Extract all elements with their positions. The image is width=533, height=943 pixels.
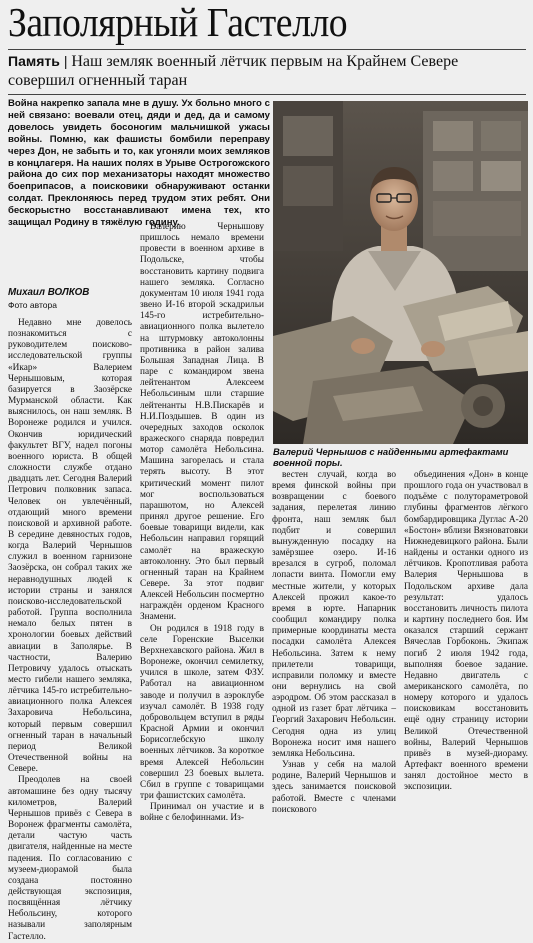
article-column-3 (272, 470, 396, 815)
article-column-1 (8, 318, 132, 942)
author-byline: Михаил ВОЛКОВ (8, 287, 90, 298)
lead-paragraph: Война накрепко запала мне в душу. Ух больно много с ней связано: воевали отец, дяди и дед, да и самому довелось увидеть босоногим мальчишкой ужасы войны. Помню, как фашисты бомбили переправу через Дон, не забыть и то, как угоняли моих земляков в концлагеря. На наших полях в Урыве Острогожского района до сих пор механизаторы находят множество боеприпасов, а поисковики обнаруживают останки солдат. Преклоняюсь перед трудом этих ребят. Они бескорыстно восстанавливают имена тех, кто защищал Родину в тяжёлую годину. (8, 98, 270, 229)
headline-rule (8, 49, 526, 50)
article-photo (273, 101, 528, 444)
paragraph: Он родился в 1918 году в селе Горенские Выселки Верхнехавского района. Жил в Воронеже, окончил семилетку, учился в школе, затем ФЗУ. Работал на авиационном заводе и получил в аэроклубе изучал самолёт. В 1938 году добровольцем вступил в ряды Красной Армии и окончил Борисоглебскую школу военных лётчиков. За короткое время Алексей Небольсин совершил 23 боевых вылета. Сбил в группе с товарищами три фашистских самолёта. (140, 623, 264, 801)
article-column-2 (140, 222, 264, 824)
subhead-text: Наш земляк военный лётчик первым на Крайнем Севере совершил огненный таран (8, 53, 459, 89)
subhead-rule (8, 94, 526, 95)
paragraph: объединения «Дон» в конце прошлого года он участвовал в подъёме с полутораметровой глубины фрагментов лёгкого бомбардировщика Дуглас А-20 «Бостон» вблизи Вязноватовки Нижнедевицкого района. Были найдены и останки одного из лётчиков. Кропотливая работа Валерия Чернышова в Подольском архиве дала результат: удалось восстановить личность пилота и картину последнего боя. Им оказался старший сержант Вячеслав Горбоконь. Экипаж погиб 2 июля 1942 года, выполняя боевое задание. Недавно двигатель с американского самолёта, по номеру которого и удалось поисковикам восстановить ещё одну страницу истории Великой Отечественной войны, Валерий Чернышов привёз в музей-диораму. Артефакт военного времени занял достойное место в экспозиции. (404, 470, 528, 793)
article-column-4 (404, 470, 528, 793)
paragraph: Недавно мне довелось познакомиться с руководителем поисково-исследовательской группы «Икар» Валерием Чернышовым, которая базируется в Заозёрске Мурманской области. Как выяснилось, он наш земляк. В Воронеже родился и учился. Окончив юридический факультет ВГУ, надел погоны военного юриста. В общей сложности службе отдано двадцать лет. Сегодня Валерий Петрович полковник запаса. Человек он увлечённый, отдающий много времени поисковой и архивной работе. В середине девяностых годов, когда Валерий Чернышов служил в военном гарнизоне Заозёрска, он собрал таких же неравнодушных людей к истории страны и занялся поисково-исследовательской работой. Группа восполнила немало белых пятен в хронологии боевых действий авиации в Заполярье. В частности, Валерию Петровичу удалось отыскать место гибели нашего земляка, лётчика 145-го истребительно-авиационного полка Алексея Захаровича Небольсина, который первым совершил огненный таран в начальный период Великой Отечественной войны на Севере. (8, 318, 132, 775)
paragraph: вестен случай, когда во время финской войны при возвращении с боевого задания, перелетая линию фронта, наш земляк был подбит и совершил вынужденную посадку на замёрзшее озеро. И-16 врезался в сугроб, поломал лопасти винта. Помогли ему местные жители, у которых Алексей прожил какое-то время в юрте. Напарник сообщил командиру полка примерные координаты места посадки самолёта Алексея Небольсина. Затем к нему прилетели товарищи, исправили поломку и вместе они вернулись на свой аэродром. Об этом рассказал в одной из газет брат лётчика – Георгий Захарович Небольсин. Сегодня одна из улиц Воронежа носит имя нашего земляка Небольсина. (272, 470, 396, 759)
photo-credit: Фото автора (8, 300, 57, 310)
paragraph: Преодолев на своей автомашине без одну тысячу километров, Валерий Чернышов привёз с Севера в Воронеж фрагменты самолёта, детали частую часть двигателя, найденные на месте падения. По согласованию с музеем-диорамой была создана постоянно действующая экспозиция, посвящённая лётчику Небольсину, которого называли заполярным Гастелло. (8, 775, 132, 942)
rubric-separator: | (63, 53, 72, 69)
paragraph: Принимал он участие и в войне с белофиннами. Из- (140, 802, 264, 824)
photo-caption: Валерий Чернышов с найденными артефактами военной поры. (273, 446, 509, 468)
rubric-label: Память (8, 53, 60, 69)
photo-illustration (273, 101, 528, 444)
paragraph: Валерию Чернышову пришлось немало времени провести в военном архиве в Подольске, чтобы восстановить картину подвига нашего земляка. Согласно документам 10 июля 1941 года звено И-16 второй эскадрильи 145-го истребительно-авиационного полка вылетело на штурмовку автоколонны противника в район залива Большая Западная Лица. В паре с командиром звена лейтенантом Алексеем Небольсиным шли старшие лейтенанты Н.В.Пискарёв и Н.И.Поздышев. В один из очередных заходов осколок вражеского снаряда повредил мотор самолёта Небольсина. Машина загорелась и стала терять высоту. В этот критический момент пилот мог воспользоваться парашютом, но Алексей принял другое решение. Его боевые товарищи видели, как Небольсин направил горящий самолёт на вражескую автоколонну. Это был первый огненный таран на Крайнем Севере. За этот подвиг Алексей Небольсин посмертно награждён орденом Красного Знамени. (140, 222, 264, 623)
paragraph: Узнав у себя на малой родине, Валерий Чернышов и здесь занимается поисковой работой. Вместе с членами поискового (272, 760, 396, 815)
subhead (8, 52, 528, 90)
headline: Заполярный Гастелло (8, 0, 348, 45)
